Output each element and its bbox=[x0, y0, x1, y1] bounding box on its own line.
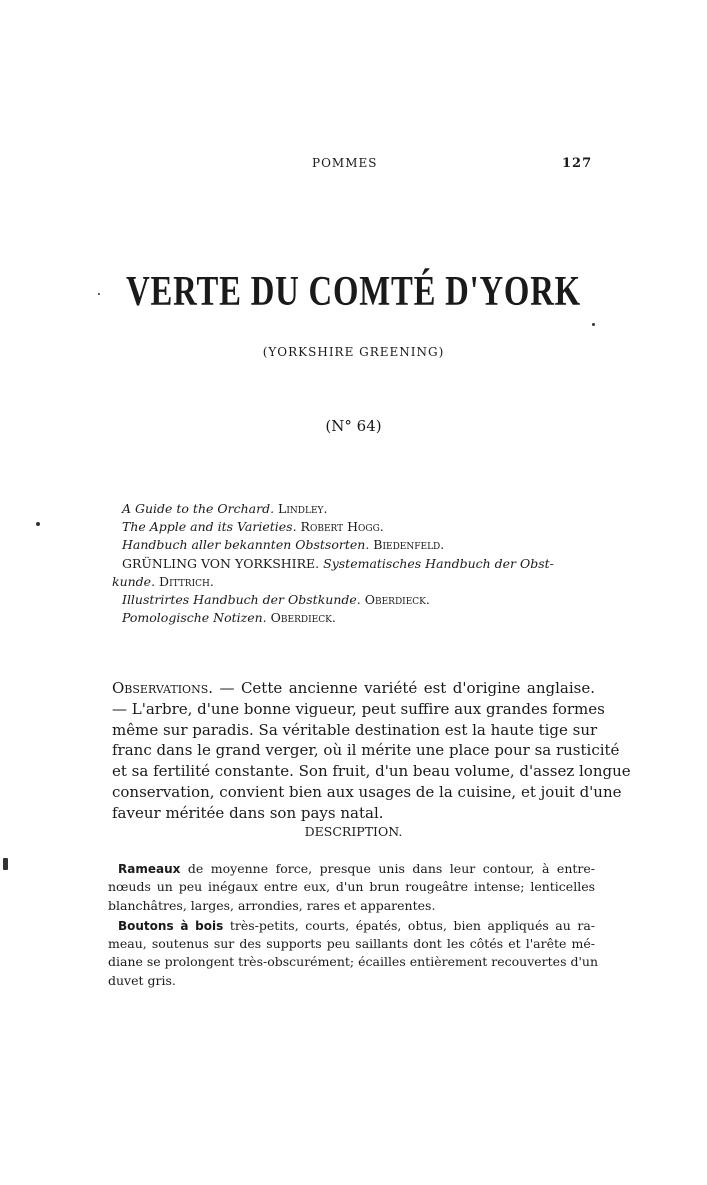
reference-item-continued bbox=[112, 573, 595, 591]
scan-speck bbox=[36, 522, 40, 526]
reference-author: Lindley. bbox=[278, 501, 328, 516]
reference-item bbox=[112, 555, 595, 573]
variety-number: (N° 64) bbox=[325, 417, 382, 435]
text-line: franc dans le grand verger, où il mérite une place pour sa rusticité bbox=[112, 741, 620, 760]
reference-item bbox=[112, 591, 595, 609]
text-line: — L'arbre, d'une bonne vigueur, peut suffire aux grandes formes bbox=[112, 699, 605, 718]
description-heading: DESCRIPTION. bbox=[304, 824, 403, 839]
reference-title: Pomologische Notizen. bbox=[122, 610, 267, 626]
scan-speck bbox=[98, 293, 100, 295]
text-segment: de moyenne force, presque unis dans leur contour, à entre- bbox=[180, 861, 595, 876]
text-line: meau, soutenus sur des supports peu saillants dont les côtés et l'arête mé- bbox=[108, 936, 595, 952]
text-line: et sa fertilité constante. Son fruit, d'un beau volume, d'assez longue bbox=[112, 762, 631, 781]
reference-author: Oberdieck. bbox=[270, 610, 336, 626]
reference-title: Illustrirtes Handbuch der Obstkunde. bbox=[122, 592, 361, 608]
subtitle: (YORKSHIRE GREENING) bbox=[262, 345, 445, 359]
text-line: diane se prolongent très-obscurément; écailles entièrement recouvertes d'un bbox=[108, 954, 598, 970]
running-title: POMMES bbox=[312, 156, 378, 170]
page-title: VERTE DU COMTÉ D'YORK bbox=[126, 269, 581, 315]
reference-item bbox=[112, 518, 595, 536]
reference-title: Handbuch aller bekannten Obstsorten. bbox=[122, 537, 370, 553]
text-line: duvet gris. bbox=[108, 972, 176, 988]
reference-synonym: GRÜNLING VON YORKSHIRE. bbox=[122, 555, 320, 571]
description-body bbox=[108, 860, 598, 990]
text-line: même sur paradis. Sa véritable destination est la haute tige sur bbox=[112, 720, 598, 739]
reference-title: kunde. bbox=[112, 573, 156, 589]
references-list bbox=[112, 500, 595, 627]
text-line bbox=[108, 917, 595, 935]
scan-mark bbox=[3, 858, 8, 870]
term-rameaux: Rameaux bbox=[118, 862, 181, 876]
text-segment: très-petits, courts, épatés, obtus, bien appliqués au ra- bbox=[223, 917, 595, 933]
text-segment: — Cette ancienne variété est d'origine anglaise. bbox=[213, 679, 595, 697]
reference-title: The Apple and its Varieties. bbox=[122, 519, 297, 535]
page-number: 127 bbox=[562, 156, 593, 171]
text-line: conservation, convient bien aux usages de la cuisine, et jouit d'une bbox=[112, 782, 622, 801]
text-line bbox=[112, 678, 595, 699]
reference-author: Robert Hogg. bbox=[300, 519, 384, 535]
text-line bbox=[108, 860, 595, 878]
term-boutons-a-bois: Boutons à bois bbox=[118, 918, 224, 933]
text-line: faveur méritée dans son pays natal. bbox=[112, 803, 384, 822]
reference-item bbox=[112, 500, 595, 518]
reference-title: A Guide to the Orchard. bbox=[122, 501, 275, 516]
text-line: blanchâtres, larges, arrondies, rares et apparentes. bbox=[108, 897, 436, 913]
reference-item bbox=[112, 536, 595, 554]
observations-label: Observations. bbox=[112, 679, 214, 697]
reference-author: Oberdieck. bbox=[364, 592, 430, 608]
reference-author: Biedenfeld. bbox=[373, 537, 445, 553]
reference-author: Dittrich. bbox=[159, 573, 214, 589]
reference-item bbox=[112, 609, 595, 627]
text-line: nœuds un peu inégaux entre eux, d'un brun rougeâtre intense; lenticelles bbox=[108, 879, 595, 895]
scan-speck bbox=[592, 323, 595, 326]
observations-paragraph bbox=[112, 678, 631, 824]
reference-title: Systematisches Handbuch der Obst- bbox=[323, 555, 554, 571]
